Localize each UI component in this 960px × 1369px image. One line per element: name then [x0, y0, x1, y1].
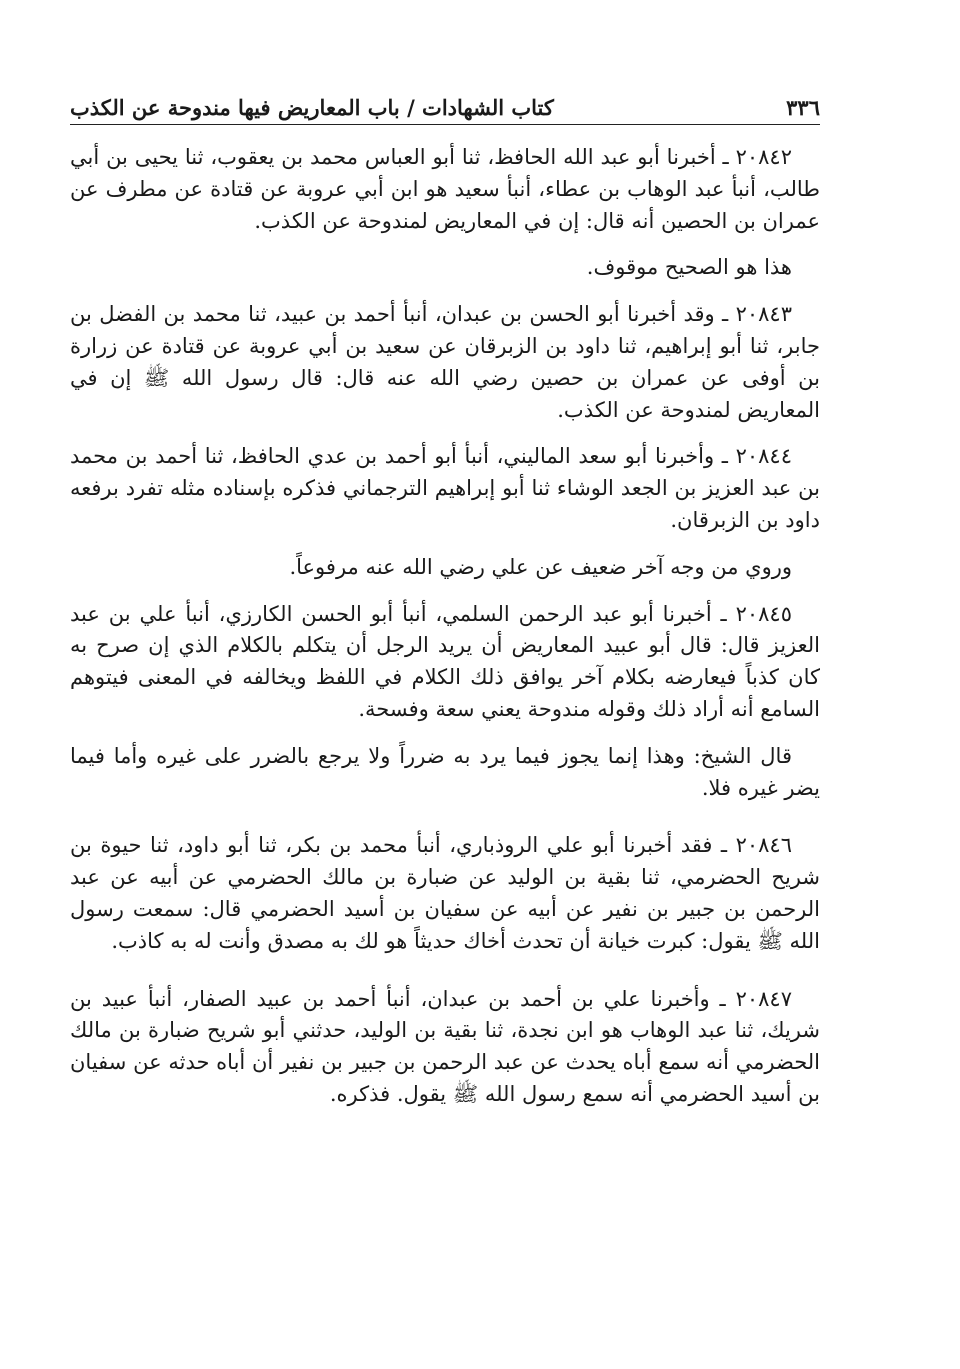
page-body [70, 142, 820, 1126]
sheikh-comment: قال الشيخ: وهذا إنما يجوز فيما يرد به ضرراً ولا يرجع بالضرر على غيره وأما فيما يضر غيره فلا. [70, 743, 820, 800]
commentary-paragraph: هذا هو الصحيح موقوف. [586, 255, 792, 280]
hadith-20845: ٢٠٨٤٥ ـ أخبرنا أبو عبد الرحمن السلمي، أنبأ أبو الحسن الكارزي، أنبأ علي بن عبد العزيز قال: قال أبو عبيد المعاريض أن يريد الرجل أن يتكلم بالكلام الذي إن صرح به كان كذباً فيعارضه بكلام آخر يوافق ذلك الكلام في اللفظ ويخالفه في المعنى فيتوهم السامع أنه أراد ذلك وقوله مندوحة يعني سعة وفسحة. [70, 601, 820, 721]
hadith-20846: ٢٠٨٤٦ ـ فقد أخبرنا أبو علي الروذباري، أنبأ محمد بن بكر، ثنا أبو داود، ثنا حيوة بن شريح الحضرمي، ثنا بقية بن الوليد عن ضبارة بن مالك الحضرمي عن أبيه عن عبد الرحمن بن جبير بن نفير عن أبيه عن سفيان بن أسيد الحضرمي قال: سمعت رسول الله ﷺ يقول: كبرت خيانة أن تحدث أخاك حديثاً هو لك به مصدق وأنت له به كاذب. [70, 833, 820, 953]
hadith-20847: ٢٠٨٤٧ ـ وأخبرنا علي بن أحمد بن عبدان، أنبأ أحمد بن عبيد الصفار، أنبأ عبيد بن شريك، ثنا عبد الوهاب هو ابن نجدة، ثنا بقية بن الوليد، حدثني أبو شريح ضبارة بن مالك الحضرمي أنه سمع أباه يحدث عن عبد الرحمن بن جبير بن نفير أن أباه حدثه عن سفيان بن أسيد الحضرمي أنه سمع رسول الله ﷺ يقول. فذكره. [70, 986, 820, 1106]
running-title: كتاب الشهادات / باب المعاريض فيها مندوحة عن الكذب [70, 95, 554, 120]
page-header [70, 84, 820, 125]
hadith-20842: ٢٠٨٤٢ ـ أخبرنا أبو عبد الله الحافظ، ثنا أبو العباس محمد بن يعقوب، ثنا يحيى بن أبي طالب، أنبأ عبد الوهاب بن عطاء، أنبأ سعيد هو ابن أبي عروبة عن قتادة عن مطرف عن عمران بن الحصين أنه قال: إن في المعاريض لمندوحة عن الكذب. [70, 145, 820, 233]
page-number: ٣٣٦ [786, 95, 820, 120]
hadith-20843: ٢٠٨٤٣ ـ وقد أخبرنا أبو الحسن بن عبدان، أنبأ أحمد بن عبيد، ثنا محمد بن الفضل بن جابر، ثنا أبو إبراهيم، ثنا داود بن الزبرقان عن سعيد بن أبي عروبة عن قتادة عن زرارة بن أوفى عن عمران بن حصين رضي الله عنه قال: قال رسول الله ﷺ إن في المعاريض لمندوحة عن الكذب. [70, 302, 820, 422]
commentary-paragraph: وروي من وجه آخر ضعيف عن علي رضي الله عنه مرفوعاً. [289, 554, 792, 579]
hadith-20844: ٢٠٨٤٤ ـ وأخبرنا أبو سعد الماليني، أنبأ أبو أحمد بن عدي الحافظ، ثنا أحمد بن محمد بن عبد العزيز بن الجعد الوشاء ثنا أبو إبراهيم الترجماني فذكره بإسناده مثله تفرد برفعه داود بن الزبرقان. [70, 444, 820, 532]
